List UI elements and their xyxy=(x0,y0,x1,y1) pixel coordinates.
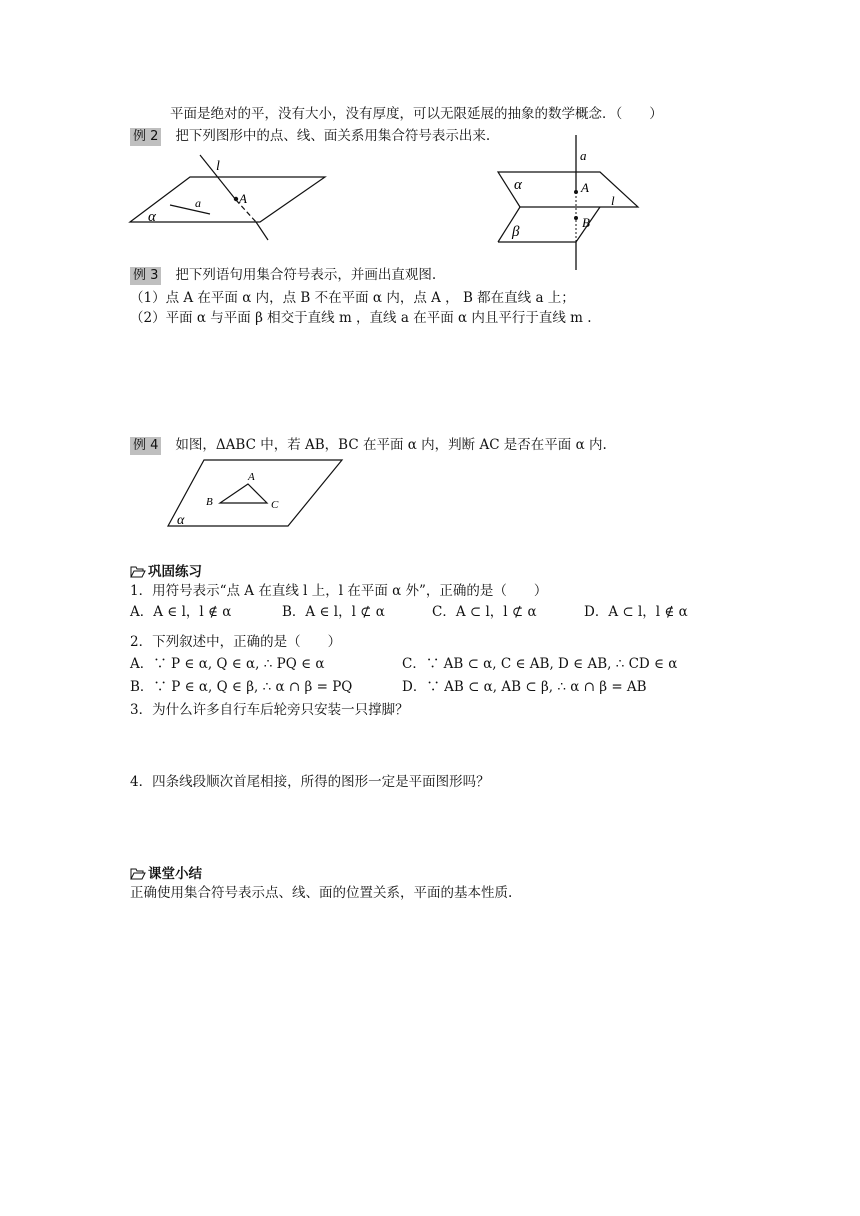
fig2-label-B: B xyxy=(582,215,590,230)
fig4-label-C: C xyxy=(271,499,279,511)
example-3-heading xyxy=(130,266,436,285)
example-3-item-1: （1）点 A 在平面 α 内，点 B 不在平面 α 内，点 A ， B 都在直线 a 上； xyxy=(130,290,575,306)
summary-title-text: 课堂小结 xyxy=(148,866,202,882)
question-3: 3．为什么许多自行车后轮旁只安装一只撑脚？ xyxy=(130,702,409,718)
example-2-figure-2 xyxy=(490,130,650,275)
question-2-option-a: A．∵ P ∈ α, Q ∈ α, ∴ PQ ∈ α xyxy=(130,656,325,672)
question-1-option-d: D．A ⊂ l，l ∉ α xyxy=(584,604,688,620)
example-3-text: 把下列语句用集合符号表示，并画出直观图. xyxy=(175,267,437,283)
fig2-label-a: a xyxy=(580,148,587,163)
example-4-text: 如图，ΔABC 中，若 AB，BC 在平面 α 内，判断 AC 是否在平面 α 内. xyxy=(175,437,607,453)
question-1-option-a: A．A ∈ l，l ∉ α xyxy=(130,604,232,620)
fig4-label-alpha: α xyxy=(177,513,185,528)
fig1-label-a: a xyxy=(195,196,201,210)
practice-title-text: 巩固练习 xyxy=(148,564,202,580)
example-3-tag: 例 3 xyxy=(130,267,161,285)
question-1: 1．用符号表示“点 A 在直线 l 上，l 在平面 α 外”，正确的是（ ） xyxy=(130,583,548,599)
fig4-label-B: B xyxy=(206,496,213,508)
intro-statement: 平面是绝对的平，没有大小，没有厚度，可以无限延展的抽象的数学概念．（ ） xyxy=(170,106,663,122)
example-2-figure-1 xyxy=(120,150,340,250)
fig2-label-A: A xyxy=(581,180,589,195)
example-3-item-2: （2）平面 α 与平面 β 相交于直线 m ，直线 a 在平面 α 内且平行于直线 m . xyxy=(130,310,592,326)
summary-text: 正确使用集合符号表示点、线、面的位置关系，平面的基本性质. xyxy=(130,885,513,901)
example-2-text: 把下列图形中的点、线、面关系用集合符号表示出来. xyxy=(175,128,491,144)
question-4: 4．四条线段顺次首尾相接，所得的图形一定是平面图形吗？ xyxy=(130,774,490,790)
fig1-label-A: A xyxy=(239,191,247,206)
fig1-label-l: l xyxy=(216,159,220,174)
fig2-label-alpha: α xyxy=(514,177,522,193)
practice-section-title xyxy=(130,560,202,580)
example-2-heading xyxy=(130,127,490,146)
fig2-label-l: l xyxy=(611,193,615,208)
fig4-label-A: A xyxy=(248,471,255,483)
example-4-tag: 例 4 xyxy=(130,437,161,455)
example-2-tag: 例 2 xyxy=(130,128,161,146)
summary-section-title xyxy=(130,862,202,882)
question-2-option-d: D．∵ AB ⊂ α, AB ⊂ β, ∴ α ∩ β = AB xyxy=(402,679,647,695)
question-2-option-c: C．∵ AB ⊂ α, C ∈ AB, D ∈ AB, ∴ CD ∈ α xyxy=(402,656,678,672)
folder-icon xyxy=(130,867,146,880)
question-1-option-c: C．A ⊂ l，l ⊄ α xyxy=(432,604,537,620)
example-4-heading xyxy=(130,436,607,455)
example-4-figure xyxy=(160,455,350,530)
fig2-label-beta: β xyxy=(512,224,520,240)
question-2: 2．下列叙述中，正确的是（ ） xyxy=(130,634,342,650)
folder-icon xyxy=(130,565,146,578)
question-2-option-b: B．∵ P ∈ α, Q ∈ β, ∴ α ∩ β = PQ xyxy=(130,679,353,695)
question-1-option-b: B．A ∈ l，l ⊄ α xyxy=(282,604,385,620)
fig1-label-alpha: α xyxy=(148,209,156,225)
